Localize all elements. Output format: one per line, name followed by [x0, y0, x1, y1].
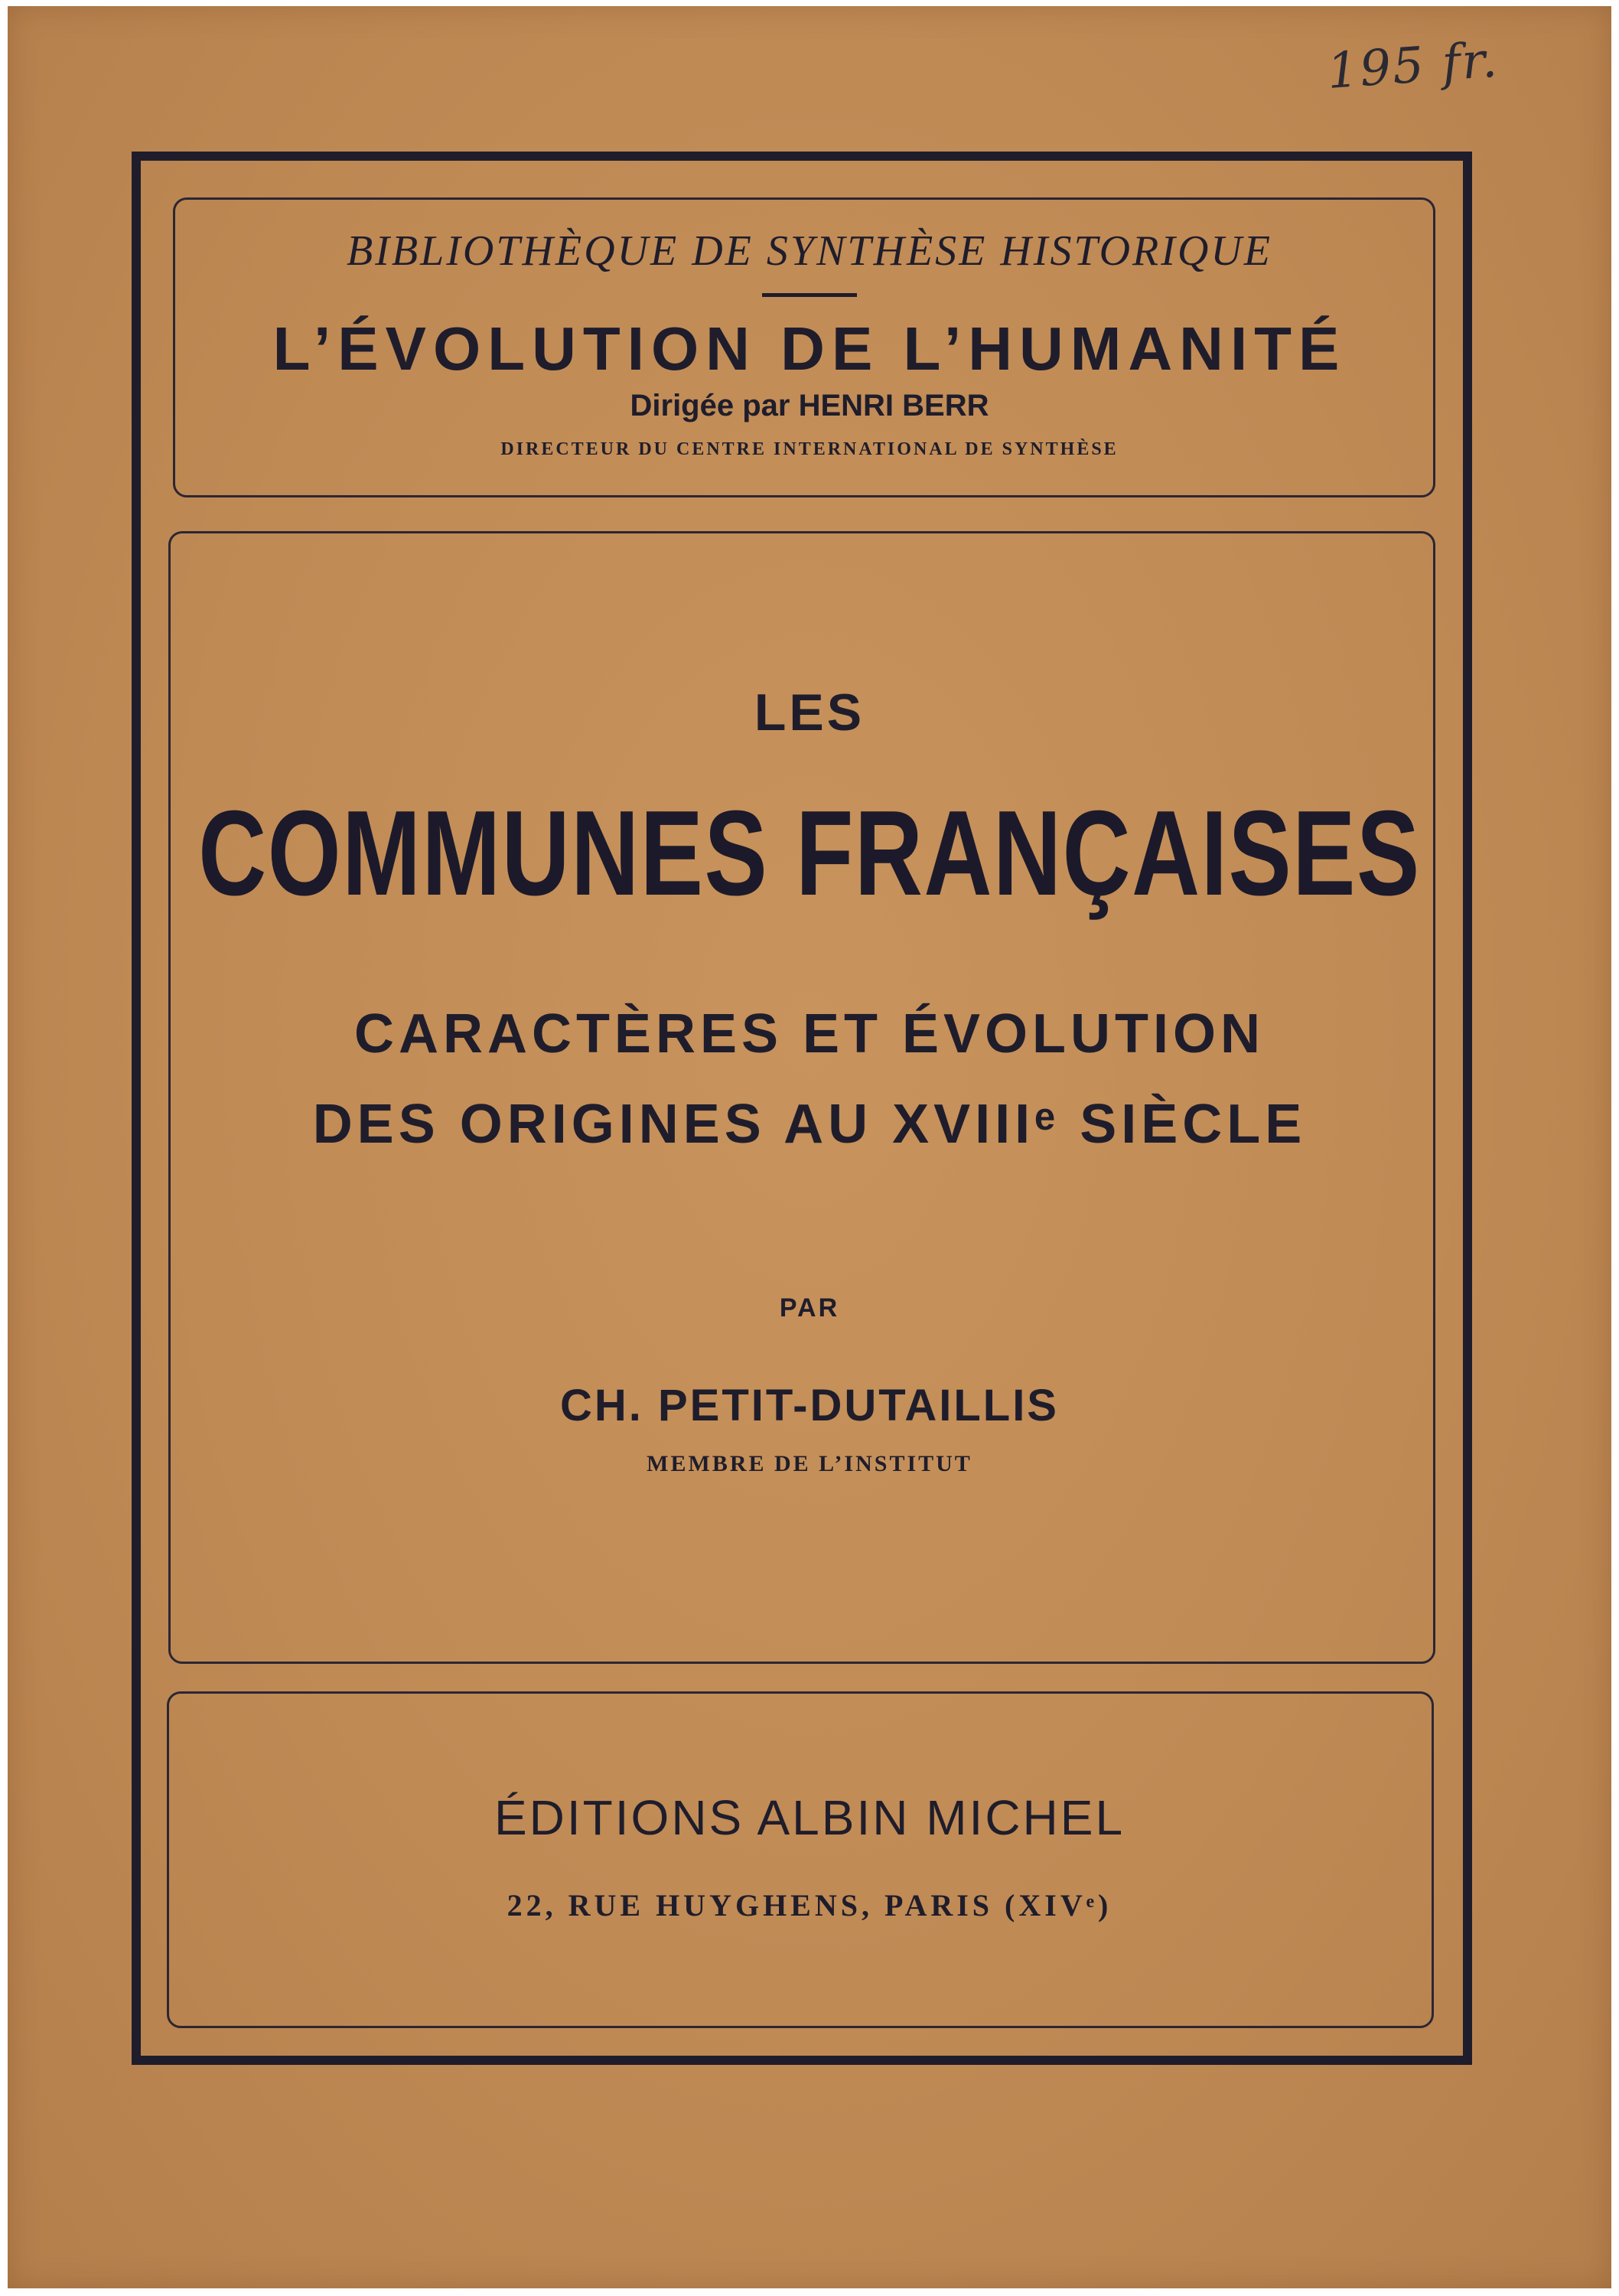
publisher-panel	[167, 1691, 1434, 2028]
series-director-role: DIRECTEUR DU CENTRE INTERNATIONAL DE SYNTHÈSE	[500, 439, 1119, 459]
series-director: Dirigée par HENRI BERR	[630, 389, 989, 422]
author-affiliation: MEMBRE DE L’INSTITUT	[647, 1451, 972, 1476]
author-name: CH. PETIT-DUTAILLIS	[559, 1381, 1059, 1430]
series-divider	[762, 293, 857, 297]
subtitle-line-1: CARACTÈRES ET ÉVOLUTION	[353, 1003, 1266, 1065]
handwritten-price-note: 195 fr.	[1325, 31, 1500, 100]
main-title: COMMUNES FRANÇAISES	[198, 786, 1421, 921]
publisher-address: 22, RUE HUYGHENS, PARIS (XIVᵉ)	[507, 1888, 1112, 1923]
title-article: LES	[754, 683, 865, 742]
subtitle-line-2: DES ORIGINES AU XVIIIᵉ SIÈCLE	[312, 1094, 1307, 1155]
series-collection: L’ÉVOLUTION DE L’HUMANITÉ	[272, 315, 1347, 383]
author-by: PAR	[779, 1293, 840, 1322]
series-library: BIBLIOTHÈQUE DE SYNTHÈSE HISTORIQUE	[347, 227, 1272, 275]
publisher-name: ÉDITIONS ALBIN MICHEL	[494, 1790, 1125, 1845]
